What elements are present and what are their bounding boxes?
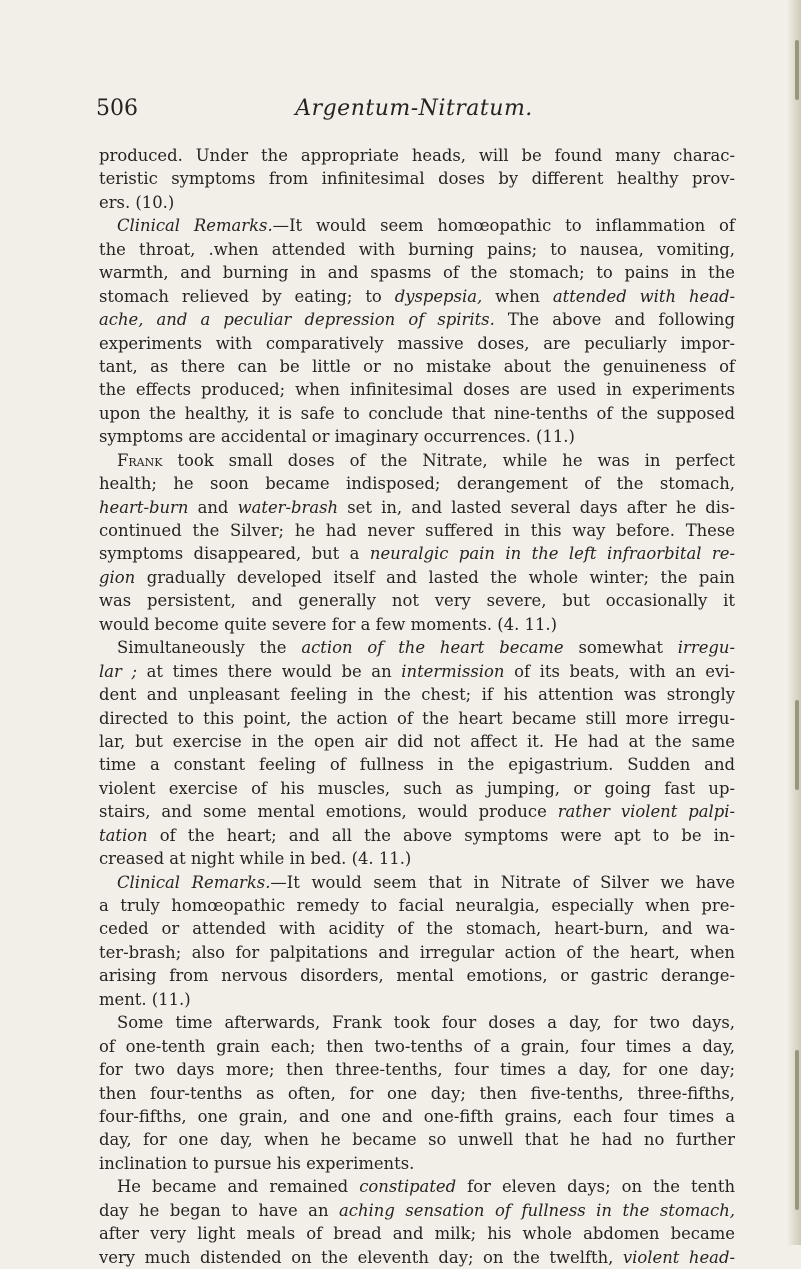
text-line bbox=[99, 1175, 735, 1198]
text-segment: ceded or attended with acidity of the stomach, heart-burn, and wa- bbox=[99, 919, 735, 939]
text-segment: four-fifths, one grain, and one and one-fifth grains, each four times a bbox=[99, 1106, 735, 1126]
italic-text: violent head- bbox=[622, 1247, 735, 1267]
text-line bbox=[99, 753, 735, 776]
text-line bbox=[99, 1105, 735, 1128]
text-segment: of one-tenth grain each; then two-tenths of a grain, four times a day, bbox=[99, 1036, 735, 1056]
text-line bbox=[99, 777, 735, 800]
text-segment: dent and unpleasant feeling in the chest; if his attention was strongly bbox=[99, 685, 735, 705]
text-line bbox=[99, 542, 735, 565]
body-text bbox=[99, 144, 735, 1269]
text-segment: very much distended on the eleventh day; on the twelfth, bbox=[99, 1247, 623, 1267]
text-line bbox=[99, 496, 735, 519]
text-segment: ers. (10.) bbox=[99, 192, 175, 212]
text-segment: produced. Under the appropriate heads, will be found many charac- bbox=[99, 146, 735, 165]
text-segment: The above and following bbox=[494, 310, 735, 330]
text-segment: for two days more; then three-tenths, four times a day, for one day; bbox=[99, 1060, 735, 1080]
text-line bbox=[99, 730, 735, 753]
text-segment: ter-brash; also for palpitations and irregular action of the heart, when bbox=[99, 942, 735, 962]
text-segment: the throat, .when attended with burning pains; to nausea, vomiting, bbox=[99, 239, 735, 259]
italic-text: constipated bbox=[359, 1177, 457, 1197]
text-segment: violent exercise of his muscles, such as jumping, or going fast up- bbox=[99, 778, 735, 798]
text-segment: at times there would be an bbox=[137, 661, 402, 681]
text-segment: lar, but exercise in the open air did not affect it. He had at the same bbox=[99, 731, 735, 751]
text-line bbox=[99, 449, 735, 472]
italic-text: gion bbox=[99, 567, 136, 587]
text-segment: for eleven days; on the tenth bbox=[456, 1177, 735, 1197]
text-line bbox=[99, 355, 735, 378]
text-line bbox=[99, 894, 735, 917]
running-title: Argentum-Nitratum. bbox=[295, 96, 533, 121]
text-line bbox=[99, 1035, 735, 1058]
text-line bbox=[99, 472, 735, 495]
text-segment: took small doses of the Nitrate, while he was in perfect bbox=[162, 450, 735, 470]
text-line bbox=[99, 566, 735, 589]
text-segment: gradually developed itself and lasted the whole winter; the pain bbox=[135, 567, 735, 587]
text-segment: the effects produced; when infinitesimal doses are used in experiments bbox=[99, 380, 735, 400]
text-line bbox=[99, 636, 735, 659]
text-segment: when bbox=[482, 286, 553, 306]
text-segment: day, for one day, when he became so unwell that he had no further bbox=[99, 1130, 735, 1150]
italic-text: water-brash bbox=[237, 497, 339, 517]
text-line bbox=[99, 660, 735, 683]
text-segment: symptoms are accidental or imaginary occurrences. (11.) bbox=[99, 427, 575, 447]
text-line bbox=[99, 871, 735, 894]
text-segment: Simultaneously the bbox=[117, 638, 302, 658]
text-line bbox=[99, 191, 735, 214]
page-edge bbox=[787, 0, 801, 1245]
italic-text: attended with head- bbox=[552, 286, 736, 306]
italic-text: dyspepsia, bbox=[394, 286, 483, 306]
text-segment: directed to this point, the action of the heart became still more irregu- bbox=[99, 708, 735, 728]
text-line bbox=[99, 214, 735, 237]
page-number: 506 bbox=[96, 96, 138, 121]
text-line bbox=[99, 1011, 735, 1034]
text-line bbox=[99, 988, 735, 1011]
text-line bbox=[99, 308, 735, 331]
text-line bbox=[99, 941, 735, 964]
text-segment: Some time afterwards, Frank took four doses a day, for two days, bbox=[117, 1013, 735, 1033]
text-line bbox=[99, 964, 735, 987]
text-segment: ment. (11.) bbox=[99, 989, 191, 1009]
text-segment: was persistent, and generally not very severe, but occasionally it bbox=[99, 591, 735, 611]
text-segment: and bbox=[188, 497, 238, 517]
text-line bbox=[99, 1152, 735, 1175]
text-line bbox=[99, 824, 735, 847]
text-segment: time a constant feeling of fullness in the epigastrium. Sudden and bbox=[99, 755, 735, 775]
text-segment: teristic symptoms from infinitesimal doses by different healthy prov- bbox=[99, 169, 735, 189]
text-line bbox=[99, 613, 735, 636]
text-line bbox=[99, 1058, 735, 1081]
text-line bbox=[99, 425, 735, 448]
text-line bbox=[99, 519, 735, 542]
text-line bbox=[99, 167, 735, 190]
text-segment: upon the healthy, it is safe to conclude that nine-tenths of the supposed bbox=[99, 403, 735, 423]
text-line bbox=[99, 238, 735, 261]
text-segment: —It would seem homœopathic to inflammation of bbox=[272, 216, 735, 236]
text-segment: inclination to pursue his experiments. bbox=[99, 1153, 415, 1173]
italic-text: aching sensation of fullness in the stomach, bbox=[339, 1200, 735, 1220]
page-header bbox=[96, 96, 732, 124]
italic-text: rather violent palpi- bbox=[557, 802, 735, 822]
text-segment: tant, as there can be little or no mistake about the genuineness of bbox=[99, 356, 735, 376]
italic-text: tation bbox=[99, 825, 148, 845]
edge-mark bbox=[795, 40, 799, 100]
text-segment: health; he soon became indisposed; derangement of the stomach, bbox=[99, 474, 735, 494]
text-line bbox=[99, 707, 735, 730]
text-line bbox=[99, 402, 735, 425]
text-segment: after very light meals of bread and milk; his whole abdomen became bbox=[99, 1224, 735, 1244]
text-segment: stairs, and some mental emotions, would produce bbox=[99, 802, 558, 822]
edge-mark bbox=[795, 700, 799, 790]
text-segment: warmth, and burning in and spasms of the stomach; to pains in the bbox=[99, 263, 735, 283]
text-segment: experiments with comparatively massive doses, are peculiarly impor- bbox=[99, 333, 735, 353]
text-line bbox=[99, 800, 735, 823]
text-segment: a truly homœopathic remedy to facial neuralgia, especially when pre- bbox=[99, 896, 735, 915]
text-segment: arising from nervous disorders, mental emotions, or gastric derange- bbox=[99, 966, 735, 986]
italic-text: neuralgic pain in the left infraorbital re- bbox=[369, 544, 735, 564]
text-line bbox=[99, 1082, 735, 1105]
small-caps-name: Frank bbox=[117, 450, 163, 470]
text-segment: symptoms disappeared, but a bbox=[99, 544, 370, 564]
text-line bbox=[99, 285, 735, 308]
text-segment: of the heart; and all the above symptoms were apt to be in- bbox=[147, 825, 735, 845]
text-line bbox=[99, 378, 735, 401]
text-line bbox=[99, 683, 735, 706]
text-line bbox=[99, 847, 735, 870]
text-line bbox=[99, 589, 735, 612]
text-line bbox=[99, 1246, 735, 1269]
italic-text: lar ; bbox=[99, 661, 137, 681]
text-segment: day he began to have an bbox=[99, 1200, 340, 1220]
italic-text: Clinical Remarks. bbox=[117, 872, 271, 892]
text-segment: He became and remained bbox=[117, 1177, 360, 1197]
text-segment: would become quite severe for a few moments. (4. 11.) bbox=[99, 614, 557, 634]
edge-mark bbox=[795, 1050, 799, 1210]
text-segment: somewhat bbox=[563, 638, 678, 658]
text-segment: —It would seem that in Nitrate of Silver we have bbox=[270, 872, 735, 892]
text-segment: of its beats, with an evi- bbox=[504, 661, 736, 681]
text-segment: creased at night while in bed. (4. 11.) bbox=[99, 849, 412, 869]
italic-text: Clinical Remarks. bbox=[117, 216, 273, 236]
text-line bbox=[99, 1128, 735, 1151]
italic-text: action of the heart became bbox=[301, 638, 564, 658]
italic-text: ache, and a peculiar depression of spirits. bbox=[99, 310, 495, 330]
text-segment: stomach relieved by eating; to bbox=[99, 286, 395, 306]
italic-text: intermission bbox=[401, 661, 505, 681]
text-line bbox=[99, 1199, 735, 1222]
text-line bbox=[99, 917, 735, 940]
text-line bbox=[99, 1222, 735, 1245]
italic-text: heart-burn bbox=[99, 497, 189, 517]
text-line bbox=[99, 261, 735, 284]
text-line bbox=[99, 332, 735, 355]
text-segment: then four-tenths as often, for one day; then five-tenths, three-fifths, bbox=[99, 1083, 735, 1103]
text-line bbox=[99, 144, 735, 167]
text-segment: set in, and lasted several days after he dis- bbox=[338, 497, 735, 517]
italic-text: irregu- bbox=[677, 638, 735, 658]
text-segment: continued the Silver; he had never suffered in this way before. These bbox=[99, 521, 735, 540]
